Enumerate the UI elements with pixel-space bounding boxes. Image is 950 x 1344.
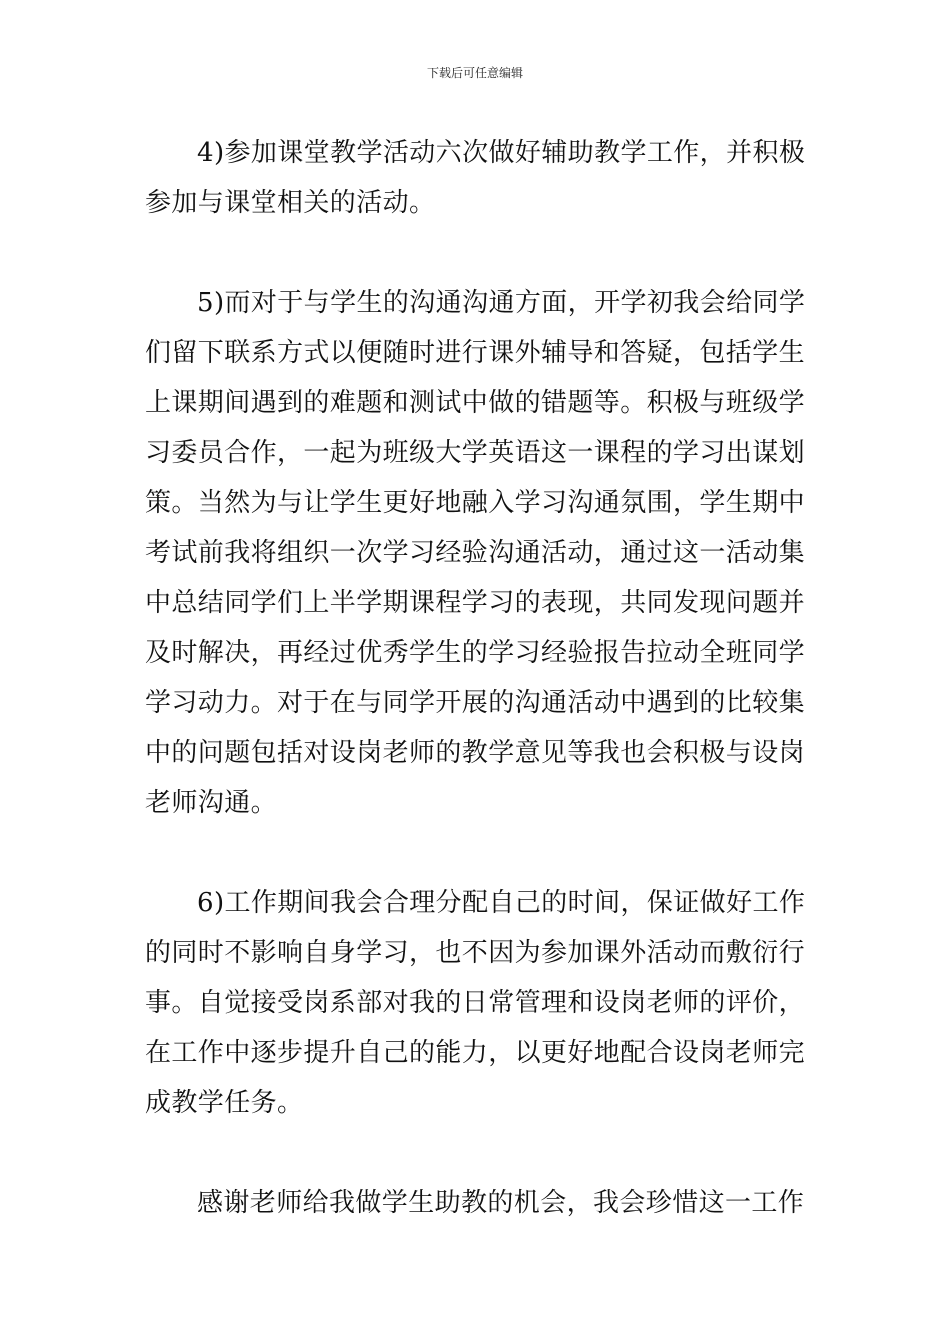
closing-paragraph: 感谢老师给我做学生助教的机会，我会珍惜这一工作 [197, 1188, 805, 1218]
paragraph-item-4: 4)参加课堂教学活动六次做好辅助教学工作，并积极参加与课堂相关的活动。 [145, 138, 806, 218]
page-header: 下载后可任意编辑 [426, 66, 523, 80]
paragraph-item-5: 5)而对于与学生的沟通沟通方面，开学初我会给同学们留下联系方式以便随时进行课外辅导和答疑，包括学生上课期间遇到的难题和测试中做的错题等。积极与班级学习委员合作，一起为班级大学英语这一课程的学习出谋划策。当然为与让学生更好地融入学习沟通氛围，学生期中考试前我将组织一次学习经验沟通活动，通过这一活动集中总结同学们上半学期课程学习的表现，共同发现问题并及时解决，再经过优秀学生的学习经验报告拉动全班同学学习动力。对于在与同学开展的沟通活动中遇到的比较集中的问题包括对设岗老师的教学意见等我也会积极与设岗老师沟通。 [145, 288, 806, 818]
paragraph-item-6: 6)工作期间我会合理分配自己的时间，保证做好工作的同时不影响自身学习，也不因为参加课外活动而敷衍行事。自觉接受岗系部对我的日常管理和设岗老师的评价，在工作中逐步提升自己的能力，以更好地配合设岗老师完成教学任务。 [145, 888, 806, 1118]
document-body [145, 128, 810, 1278]
